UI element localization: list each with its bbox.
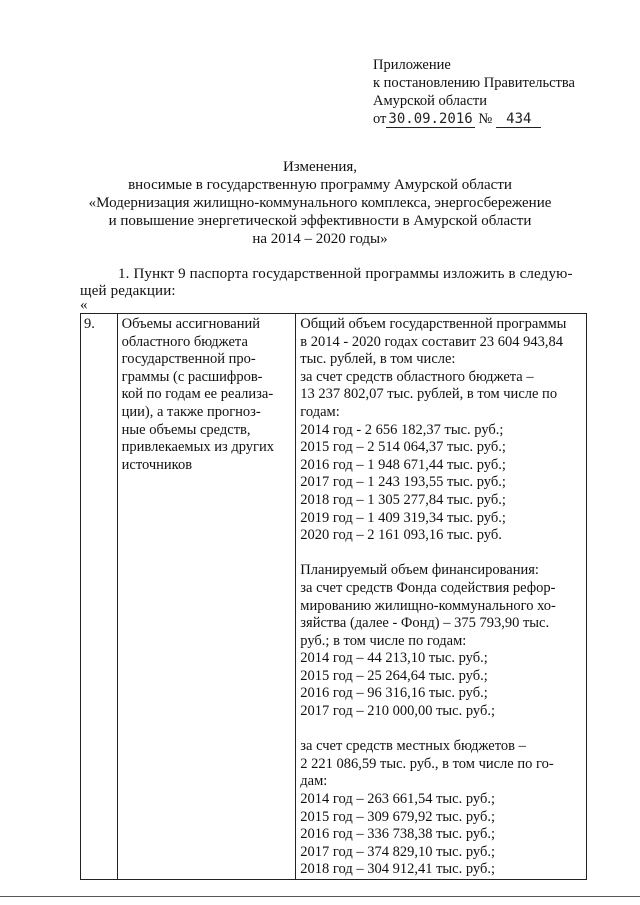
label-line: кой по годам ее реализа- (121, 386, 274, 403)
page-bottom-edge (0, 896, 640, 897)
fund-line: зяйства (далее - Фонд) – 375 793,90 тыс. (300, 615, 550, 632)
local-line: за счет средств местных бюджетов – (300, 738, 526, 755)
total-line: за счет средств областного бюджета – (300, 368, 534, 385)
label-line: Объемы ассигнований (121, 316, 260, 332)
title-line-4: и повышение энергетической эффективности в Амурской области (108, 213, 532, 229)
title-line-2: вносимые в государственную программу Амурской области (128, 177, 512, 193)
appendix-region: Амурской области (373, 93, 487, 109)
passport-table (80, 313, 587, 880)
label-line: привлекаемых из других (121, 439, 274, 456)
regional-year-line: 2014 год - 2 656 182,37 тыс. руб.; (300, 421, 504, 438)
table-row (81, 314, 587, 880)
label-line: государственной про- (121, 351, 256, 368)
amendment-paragraph (80, 266, 585, 300)
local-year-line: 2016 год – 336 738,38 тыс. руб.; (300, 826, 496, 843)
date-prefix: от (373, 111, 387, 127)
label-cell (117, 314, 296, 880)
document-title (70, 158, 570, 248)
fund-line: руб.; в том числе по годам: (300, 632, 467, 649)
title-line-3: «Модернизация жилищно-коммунального комплекса, энергосбережение (88, 195, 552, 211)
label-line: ции), а также прогноз- (121, 403, 261, 420)
local-year-line: 2017 год – 374 829,10 тыс. руб.; (300, 843, 496, 860)
local-line: 2 221 086,59 тыс. руб., в том числе по го- (300, 755, 554, 772)
open-quote: « (80, 297, 88, 313)
regional-year-line: 2017 год – 1 243 193,55 тыс. руб.; (300, 474, 506, 491)
fund-year-line: 2017 год – 210 000,00 тыс. руб.; (300, 703, 496, 720)
total-line: 13 237 802,07 тыс. рублей, в том числе по (300, 386, 558, 403)
local-year-line: 2014 год – 263 661,54 тыс. руб.; (300, 791, 496, 808)
regional-year-line: 2019 год – 1 409 319,34 тыс. руб.; (300, 509, 506, 526)
fund-line: за счет средств Фонда содействия рефор- (300, 579, 556, 596)
local-year-line: 2018 год – 304 912,41 тыс. руб.; (300, 861, 496, 878)
total-line: тыс. рублей, в том числе: (300, 351, 456, 368)
fund-line: Планируемый объем финансирования: (300, 562, 539, 579)
resolution-number: 434 (496, 111, 541, 128)
label-line: ные объемы средств, (121, 421, 251, 438)
appendix-header (373, 56, 575, 128)
label-line: источников (121, 456, 193, 473)
local-line: дам: (300, 773, 328, 790)
spacer (300, 721, 582, 739)
row-number-cell (81, 314, 118, 880)
total-line: годам: (300, 403, 340, 420)
local-year-line: 2015 год – 309 679,92 тыс. руб.; (300, 808, 496, 825)
resolution-date: 30.09.2016 (388, 111, 473, 127)
regional-year-line: 2015 год – 2 514 064,37 тыс. руб.; (300, 439, 506, 456)
spacer (300, 545, 582, 563)
fund-year-line: 2015 год – 25 264,64 тыс. руб.; (300, 667, 488, 684)
appendix-title: Приложение (373, 57, 451, 73)
title-line-5: на 2014 – 2020 годы» (252, 231, 388, 247)
total-line: в 2014 - 2020 годах составит 23 604 943,84 (300, 333, 563, 350)
fund-year-line: 2014 год – 44 213,10 тыс. руб.; (300, 650, 488, 667)
label-line: граммы (с расшифров- (121, 368, 263, 385)
fund-line: мированию жилищно-коммунального хо- (300, 597, 556, 614)
number-label: № (478, 111, 493, 127)
appendix-resolution: к постановлению Правительства (373, 75, 575, 91)
paragraph-line-2: щей редакции: (80, 283, 176, 299)
paragraph-line-1: 1. Пункт 9 паспорта государственной программы изложить в следую- (118, 266, 573, 282)
appendix-date-line (373, 110, 575, 128)
label-line: областного бюджета (121, 333, 248, 350)
title-line-1: Изменения, (282, 159, 358, 175)
content-cell (296, 314, 587, 880)
regional-year-line: 2016 год – 1 948 671,44 тыс. руб.; (300, 456, 506, 473)
fund-year-line: 2016 год – 96 316,16 тыс. руб.; (300, 685, 488, 702)
row-number: 9. (84, 316, 95, 332)
total-line: Общий объем государственной программы (300, 316, 567, 332)
regional-year-line: 2020 год – 2 161 093,16 тыс. руб. (300, 527, 502, 544)
regional-year-line: 2018 год – 1 305 277,84 тыс. руб.; (300, 491, 506, 508)
